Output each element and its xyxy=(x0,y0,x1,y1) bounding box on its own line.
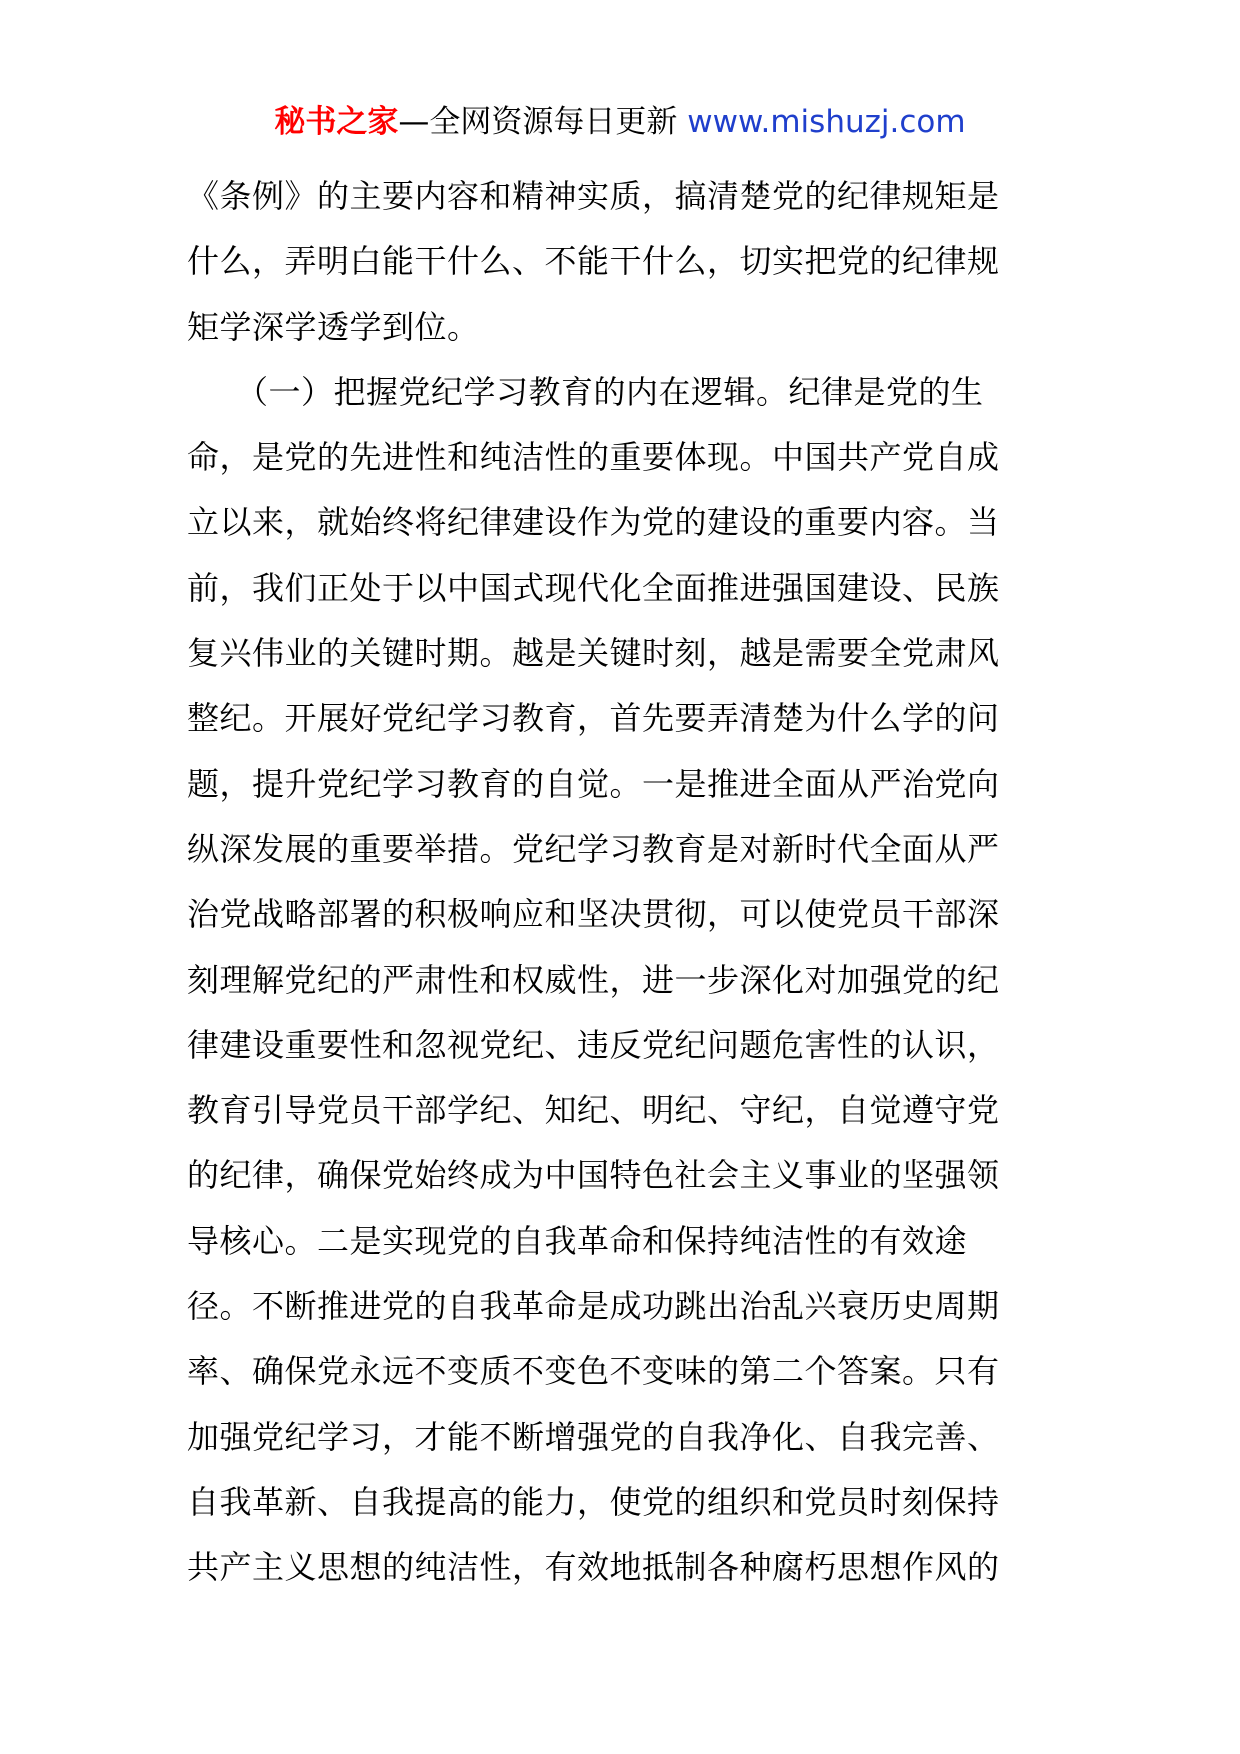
text-line: 律建设重要性和忽视党纪、违反党纪问题危害性的认识， xyxy=(187,1025,1000,1064)
text-line: 教育引导党员干部学纪、知纪、明纪、守纪，自觉遵守党 xyxy=(187,1091,1000,1130)
text-line: 率、确保党永远不变质不变色不变味的第二个答案。只有 xyxy=(187,1352,1000,1391)
text-line: 的纪律，确保党始终成为中国特色社会主义事业的坚强领 xyxy=(187,1156,1000,1195)
text-line: 自我革新、自我提高的能力，使党的组织和党员时刻保持 xyxy=(187,1482,1000,1521)
text-line: 立以来，就始终将纪律建设作为党的建设的重要内容。当 xyxy=(187,503,1000,542)
text-line: 整纪。开展好党纪学习教育，首先要弄清楚为什么学的问 xyxy=(187,699,1000,738)
text-line: 前，我们正处于以中国式现代化全面推进强国建设、民族 xyxy=(187,568,1000,607)
text-line: 命，是党的先进性和纯洁性的重要体现。中国共产党自成 xyxy=(187,438,1000,477)
site-brand: 秘书之家 xyxy=(274,104,399,140)
text-line: 治党战略部署的积极响应和坚决贯彻，可以使党员干部深 xyxy=(187,895,1000,934)
text-line: 纵深发展的重要举措。党纪学习教育是对新时代全面从严 xyxy=(187,829,1000,868)
text-line: 《条例》的主要内容和精神实质，搞清楚党的纪律规矩是 xyxy=(187,177,1000,215)
text-line: 题，提升党纪学习教育的自觉。一是推进全面从严治党向 xyxy=(187,764,1000,803)
text-line: 什么，弄明白能干什么、不能干什么，切实把党的纪律规 xyxy=(187,242,1000,281)
text-line: 刻理解党纪的严肃性和权威性，进一步深化对加强党的纪 xyxy=(187,960,1000,999)
text-line: 矩学深学透学到位。 xyxy=(187,307,480,346)
site-url-link[interactable]: www.mishuzj.com xyxy=(687,104,966,140)
site-header xyxy=(0,100,1240,144)
text-line: 径。不断推进党的自我革命是成功跳出治乱兴衰历史周期 xyxy=(187,1287,1000,1326)
text-line: 复兴伟业的关键时期。越是关键时刻，越是需要全党肃风 xyxy=(187,634,1000,673)
text-line: 加强党纪学习，才能不断增强党的自我净化、自我完善、 xyxy=(187,1417,1000,1456)
document-body xyxy=(187,164,1057,1601)
text-line: 导核心。二是实现党的自我革命和保持纯洁性的有效途 xyxy=(187,1221,968,1260)
text-line: 共产主义思想的纯洁性，有效地抵制各种腐朽思想作风的 xyxy=(187,1548,1000,1587)
text-line: （一）把握党纪学习教育的内在逻辑。纪律是党的生 xyxy=(187,372,984,411)
site-tagline: —全网资源每日更新 xyxy=(398,104,678,140)
